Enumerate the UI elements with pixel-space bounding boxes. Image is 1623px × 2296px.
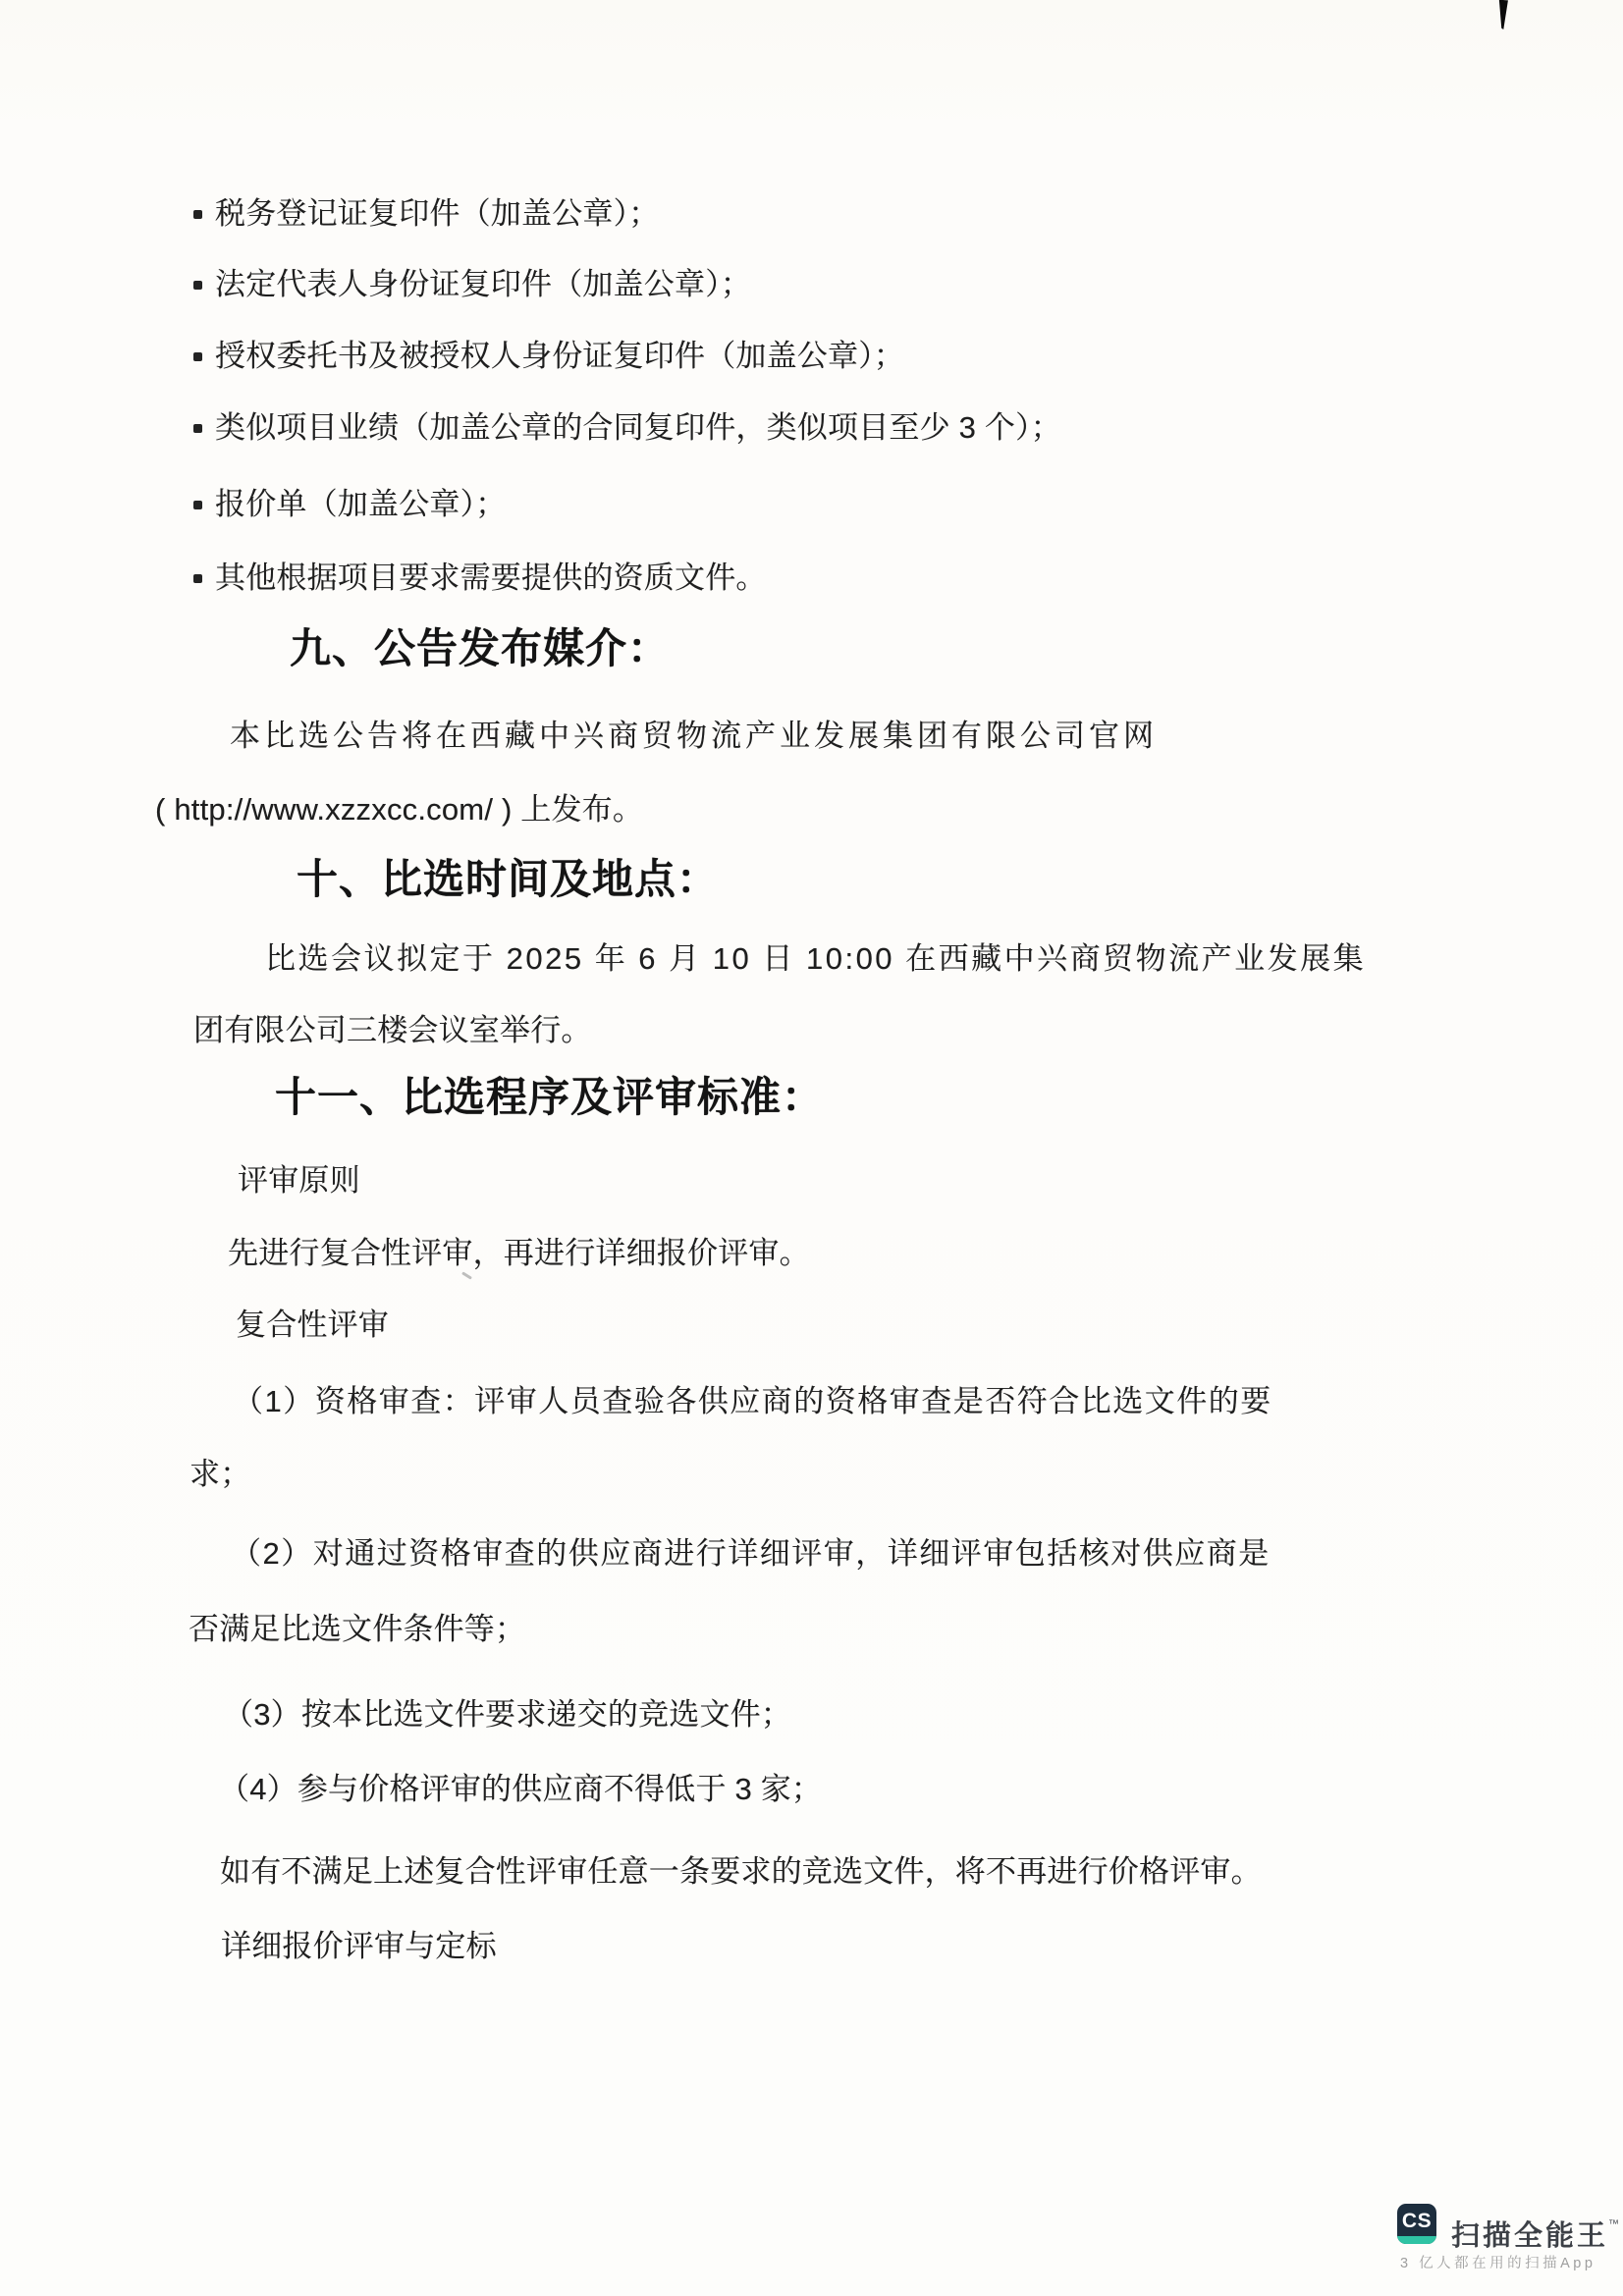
bullet-dot-icon bbox=[193, 501, 202, 509]
detailed-quote-subheading: 详细报价评审与定标 bbox=[221, 1929, 497, 1963]
bullet-dot-icon bbox=[193, 210, 202, 219]
bullet-item-label: 法定代表人身份证复印件（加盖公章）； bbox=[215, 267, 752, 301]
section-9-body-line-1: 本比选公告将在西藏中兴商贸物流产业发展集团有限公司官网 bbox=[230, 719, 1158, 753]
camscanner-brand-text: 扫描全能王 bbox=[1451, 2220, 1609, 2252]
review-item-1-line-1: （1）资格审查：评审人员查验各供应商的资格审查是否符合比选文件的要 bbox=[233, 1384, 1272, 1418]
camscanner-watermark bbox=[1397, 2202, 1620, 2275]
section-9-body-line-2: ( http://www.xzzxcc.com/ ) 上发布。 bbox=[155, 792, 644, 827]
composite-review-subheading: 复合性评审 bbox=[236, 1308, 389, 1342]
bullet-item-label: 类似项目业绩（加盖公章的合同复印件，类似项目至少 3 个）； bbox=[215, 410, 1061, 445]
section-11-heading: 十一、比选程序及评审标准： bbox=[275, 1074, 825, 1120]
camscanner-logo-teal-bar bbox=[1397, 2236, 1436, 2244]
camscanner-brand-name bbox=[1451, 2206, 1619, 2255]
bullet-dot-icon bbox=[193, 424, 202, 433]
bullet-dot-icon bbox=[193, 352, 202, 361]
camscanner-tagline: 3 亿人都在用的扫描App bbox=[1400, 2256, 1596, 2271]
bullet-item-other-qualification bbox=[193, 559, 767, 598]
camscanner-logo-icon bbox=[1397, 2204, 1436, 2244]
bullet-item-label: 其他根据项目要求需要提供的资质文件。 bbox=[215, 561, 767, 595]
trademark-symbol: ™ bbox=[1608, 2218, 1620, 2230]
bullet-dot-icon bbox=[193, 281, 202, 290]
section-9-heading: 九、公告发布媒介： bbox=[290, 625, 671, 671]
review-item-3: （3）按本比选文件要求递交的竞选文件； bbox=[223, 1697, 792, 1732]
bullet-item-legal-rep-id bbox=[193, 265, 751, 304]
bullet-item-similar-projects bbox=[193, 408, 1061, 448]
bullet-dot-icon bbox=[193, 574, 202, 583]
review-principles-subheading: 评审原则 bbox=[238, 1163, 360, 1198]
review-principles-line: 先进行复合性评审，再进行详细报价评审。 bbox=[228, 1236, 810, 1270]
section-10-body-line-1: 比选会议拟定于 2025 年 6 月 10 日 10:00 在西藏中兴商贸物流产业发展集 bbox=[265, 941, 1367, 976]
section-10-heading: 十、比选时间及地点： bbox=[297, 856, 720, 902]
review-note-line: 如有不满足上述复合性评审任意一条要求的竞选文件，将不再进行价格评审。 bbox=[220, 1854, 1262, 1889]
bullet-item-label: 授权委托书及被授权人身份证复印件（加盖公章）； bbox=[215, 339, 905, 373]
camscanner-logo-letters: CS bbox=[1401, 2210, 1433, 2232]
review-item-2-line-1: （2）对通过资格审查的供应商进行详细评审，详细评审包括核对供应商是 bbox=[231, 1536, 1271, 1571]
review-item-4: （4）参与价格评审的供应商不得低于 3 家； bbox=[219, 1772, 823, 1806]
review-item-2-line-2: 否满足比选文件条件等； bbox=[189, 1612, 526, 1646]
bullet-item-authorization-letter bbox=[193, 337, 904, 376]
bullet-item-label: 报价单（加盖公章）； bbox=[215, 487, 507, 521]
pen-mark-artifact bbox=[1495, 0, 1509, 29]
bullet-item-tax-registration bbox=[193, 194, 660, 234]
section-10-body-line-2: 团有限公司三楼会议室举行。 bbox=[193, 1013, 592, 1047]
bullet-item-quotation bbox=[193, 485, 507, 524]
review-item-1-line-2: 求； bbox=[189, 1457, 251, 1491]
bullet-item-label: 税务登记证复印件（加盖公章）； bbox=[215, 196, 660, 231]
